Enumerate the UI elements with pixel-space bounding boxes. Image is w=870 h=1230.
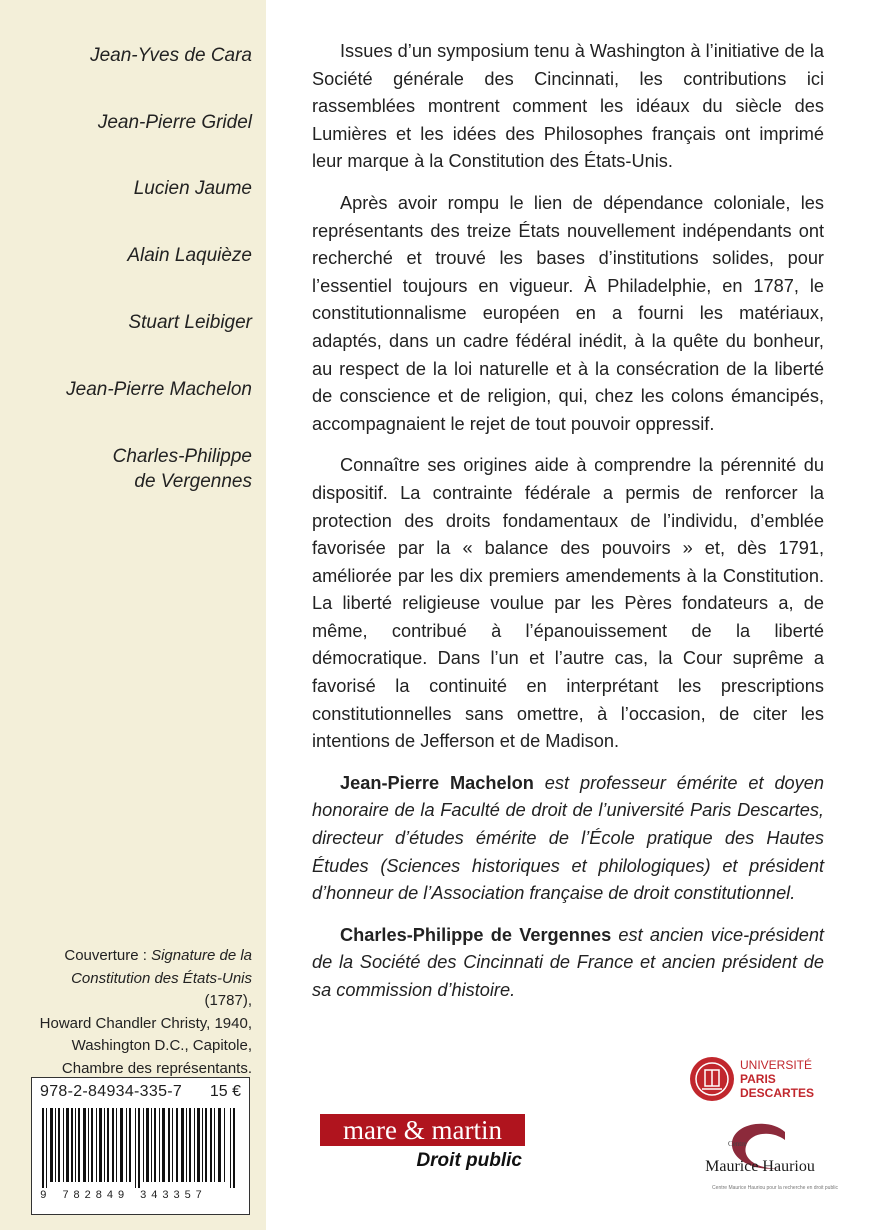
cover-credit [20, 945, 252, 1080]
university-line: UNIVERSITÉ [740, 1058, 813, 1072]
sidebar-panel [0, 0, 266, 1230]
price: 15 € [209, 1083, 241, 1100]
paragraph: Après avoir rompu le lien de dépendance coloniale, les représentants des treize États nouvellement indépendants ont recherché et trouvé les bases d’institutions solides, pour l’essentiel toujours en vigueur. À Philadelphie, en 1787, le constitutionnalisme européen en a fourni les matériaux, adaptés, dans un cadre fédéral inédit, à la quête du bonheur, au respect de la loi naturelle et à la consécration de la liberté de conscience et de religion, qui, chez les colons émancipés, accompagnaient le rejet de tout pouvoir oppressif. [312, 192, 824, 434]
university-line: DESCARTES [740, 1086, 815, 1100]
author-name: Stuart Leibiger [128, 312, 252, 333]
collection-name: Droit public [416, 1150, 522, 1171]
university-line: PARIS [740, 1072, 776, 1086]
author-name: Lucien Jaume [133, 178, 252, 199]
author-name: Alain Laquièze [127, 245, 252, 266]
barcode-digits: 9 782849 343357 [40, 1190, 207, 1202]
barcode-panel [31, 1077, 250, 1215]
bio-text: est professeur émérite et doyen honoraire de la Faculté de droit de l’université Paris Descartes, directeur d’études émérite de l’École pratique des Hautes Études (Sciences historiques et philologiques) et président d’honneur de l’Association française de droit constitutionnel. [312, 772, 824, 904]
centre-tagline: Centre Maurice Hauriou pour la recherche en droit public [712, 1185, 838, 1191]
university-logo [688, 1055, 848, 1105]
credit-line: Howard Chandler Christy, 1940, [39, 1014, 252, 1032]
author-bio [312, 922, 824, 1005]
author-name: Charles-Philippe [112, 446, 252, 467]
credit-prefix: Couverture : [64, 947, 152, 964]
centre-small-label: Centre [728, 1140, 747, 1148]
isbn-number: 978-2-84934-335-7 [40, 1083, 183, 1100]
credit-title: Constitution des États-Unis [71, 969, 252, 987]
back-cover-text [312, 38, 824, 1019]
bio-name: Charles-Philippe de Vergennes [340, 924, 612, 945]
author-name: Jean-Yves de Cara [90, 45, 252, 66]
paragraph: Issues d’un symposium tenu à Washington à l’initiative de la Société générale des Cincinnati, les contributions ici rassemblées montrent comment les idéaux du siècle des Lumières et les idées des Philosophes français ont imprimé leur marque à la Constitution des États-Unis. [312, 41, 824, 172]
author-bio [312, 770, 824, 908]
credit-line: Chambre des représentants. [61, 1059, 252, 1077]
centre-hauriou-logo [700, 1120, 850, 1200]
bio-text: est ancien vice-président de la Société des Cincinnati de France et ancien président de sa commission d’histoire. [312, 924, 824, 1000]
author-name: Jean-Pierre Gridel [97, 112, 252, 133]
university-text [740, 1058, 814, 1100]
centre-name: Maurice Hauriou [705, 1158, 815, 1175]
author-name: Jean-Pierre Machelon [66, 379, 252, 400]
barcode-graphic [42, 1108, 239, 1188]
bio-name: Jean-Pierre Machelon [340, 772, 534, 793]
credit-line: Washington D.C., Capitole, [71, 1037, 252, 1054]
credit-title: Signature de la [151, 947, 252, 964]
author-name: de Vergennes [134, 471, 252, 492]
university-seal-icon [688, 1055, 736, 1103]
paragraph: Connaître ses origines aide à comprendre la pérennité du dispositif. La contrainte fédérale a permis de renforcer la protection des droits fondamentaux de l’individu, d’emblée favorisée par la « balance des pouvoirs » et, dès 1791, améliorée par les dix premiers amendements à la Constitution. La liberté religieuse voulue par les Pères fondateurs a, de même, contribué à l’épanouissement de la liberté démocratique. Dans l’un et l’autre cas, la Cour suprême a favorisé la continuité en interprétant les prescriptions constitutionnelles sans omettre, à l’occasion, de citer les intentions de Jefferson et de Madison. [312, 455, 824, 752]
publisher-logo: mare & martin [320, 1114, 525, 1146]
credit-year: (1787), [204, 992, 252, 1009]
